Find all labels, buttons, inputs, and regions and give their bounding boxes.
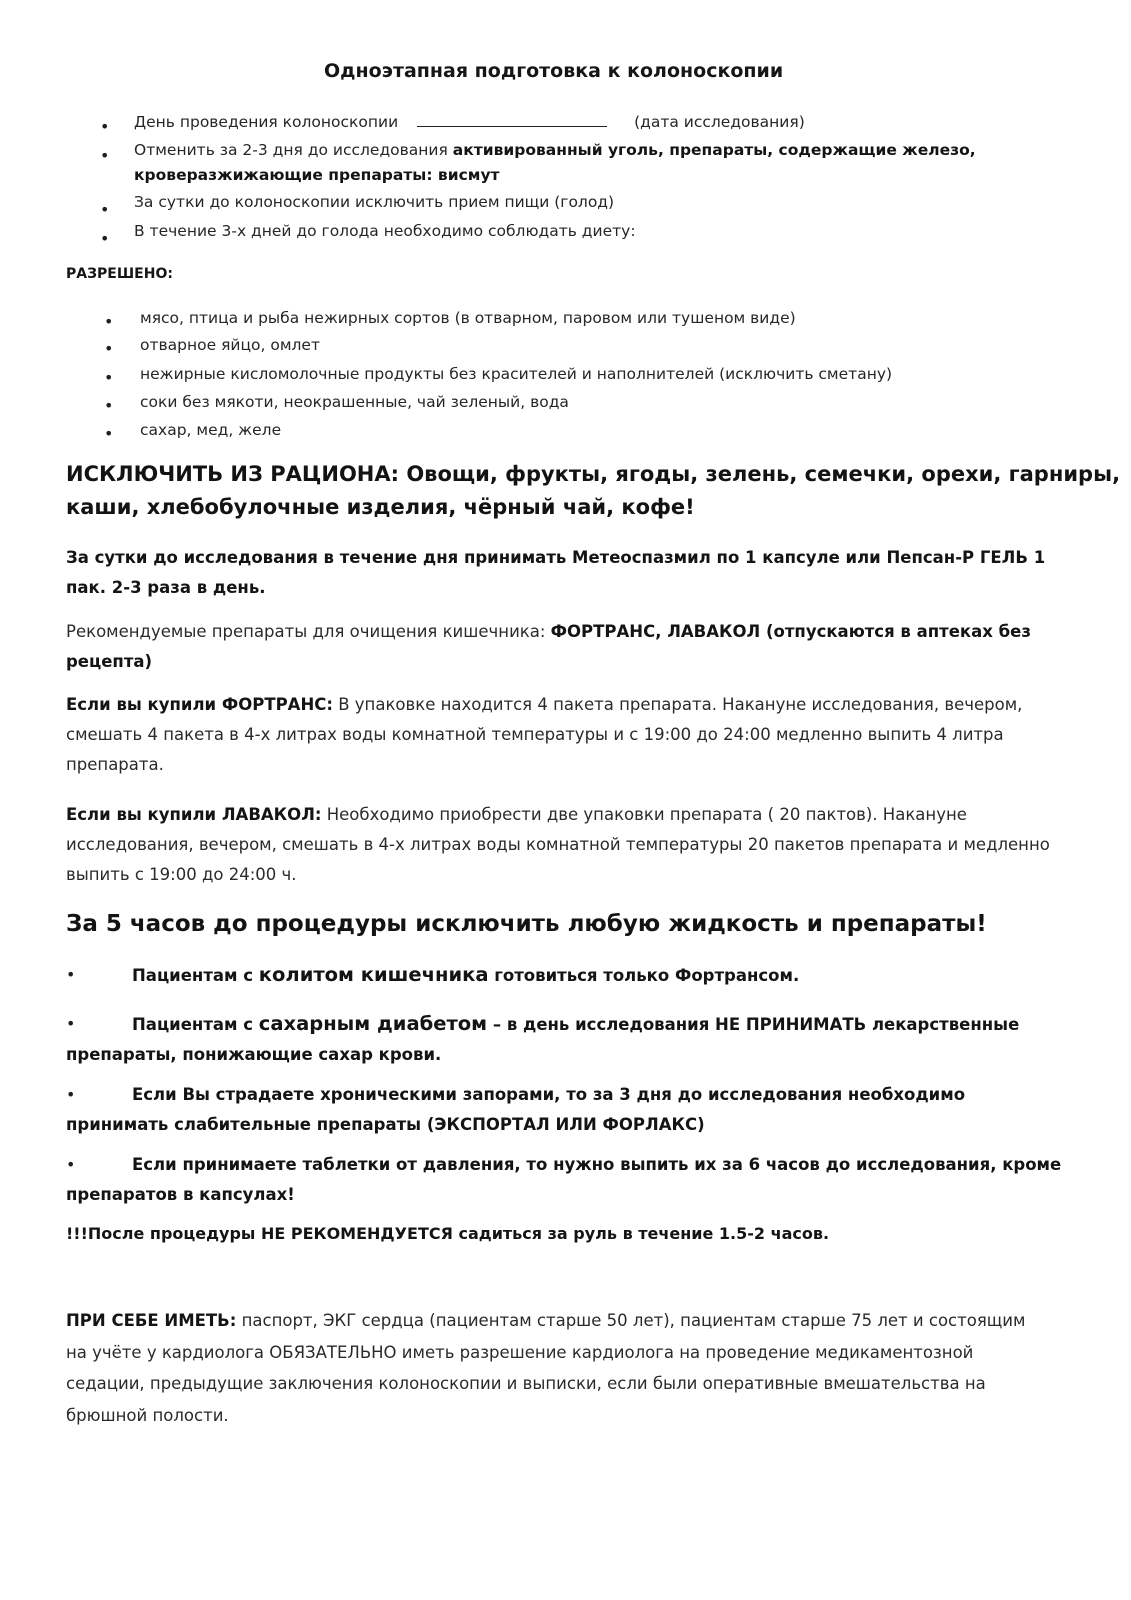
bullet-icon: •: [66, 1155, 76, 1174]
lavacol-bold: Если вы купили ЛАВАКОЛ:: [66, 805, 322, 824]
bring-bold: ПРИ СЕБЕ ИМЕТЬ:: [66, 1311, 237, 1330]
bullet-icon: •: [104, 424, 114, 443]
meteospasmil-paragraph: За сутки до исследования в течение дня принимать Метеоспазмил по 1 капсуле или Пепсан-Р ГЕЛЬ 1 пак. 2-3 раза в день.: [66, 548, 1046, 597]
lavacol-paragraph: [66, 800, 1066, 890]
bullet-icon: •: [100, 229, 110, 248]
bullet-icon: •: [104, 368, 114, 387]
allowed-heading: РАЗРЕШЕНО:: [66, 266, 173, 282]
allowed-item: нежирные кисломолочные продукты без красителей и наполнителей (исключить сметану): [140, 365, 893, 383]
page-title: Одноэтапная подготовка к колоноскопии: [324, 60, 784, 82]
diabetes-note: [66, 1009, 1066, 1070]
recommended-normal: Рекомендуемые препараты для очищения кишечника:: [66, 622, 551, 641]
bullet-icon: •: [104, 339, 114, 358]
colitis-note: [66, 960, 1066, 991]
allowed-item: отварное яйцо, омлет: [140, 336, 320, 354]
fortrans-text: В упаковке находится 4 пакета препарата. Накануне исследования, вечером, смешать 4 пакета в 4-х литрах воды комнатной температуры и с 19:00 до 24:00 медленно выпить 4 литра препарата.: [66, 695, 1023, 774]
allowed-item: мясо, птица и рыба нежирных сортов (в отварном, паровом или тушеном виде): [140, 309, 796, 327]
recommended-bold: ФОРТРАНС, ЛАВАКОЛ (отпускаются в аптеках без рецепта): [66, 622, 1031, 671]
bullet-icon: •: [100, 146, 110, 165]
recommended-paragraph: [66, 617, 1066, 677]
bullet-icon: •: [104, 396, 114, 415]
colitis-prefix: Пациентам с: [132, 966, 259, 985]
diabetes-highlight: сахарным диабетом: [258, 1012, 488, 1035]
pressure-note: Если принимаете таблетки от давления, то нужно выпить их за 6 часов до исследования, кроме препаратов в капсулах!: [66, 1155, 1062, 1204]
exclude-line-2: каши, хлебобулочные изделия, чёрный чай, кофе!: [66, 495, 695, 519]
bullet-icon: •: [100, 117, 110, 136]
bullet-icon: •: [66, 1085, 76, 1104]
bring-paragraph: [66, 1305, 1026, 1431]
cancel-medications-normal: Отменить за 2-3 дня до исследования: [134, 141, 453, 159]
fasting-line: За сутки до колоноскопии исключить прием пищи (голод): [134, 193, 615, 211]
five-hours-warning: За 5 часов до процедуры исключить любую жидкость и препараты!: [66, 911, 987, 937]
diabetes-prefix: Пациентам с: [132, 1015, 259, 1034]
after-procedure-warning: !!!После процедуры НЕ РЕКОМЕНДУЕТСЯ садиться за руль в течение 1.5-2 часов.: [66, 1224, 830, 1243]
diabetes-suffix: – в день исследования НЕ ПРИНИМАТЬ лекарственные препараты, понижающие сахар крови.: [66, 1015, 1020, 1064]
procedure-day-line: [134, 113, 805, 131]
colitis-suffix: готовиться только Фортрансом.: [488, 966, 800, 985]
diet-line: В течение 3-х дней до голода необходимо соблюдать диету:: [134, 222, 636, 240]
bullet-icon: •: [100, 200, 110, 219]
cancel-medications-line-2: кроверазжижающие препараты: висмут: [134, 166, 500, 184]
bullet-icon: •: [66, 965, 76, 984]
lavacol-text: Необходимо приобрести две упаковки препарата ( 20 пактов). Накануне исследования, вечером, смешать в 4-х литрах воды комнатной температуры 20 пакетов препарата и медленно выпить с 19:00 до 24:00 ч.: [66, 805, 1050, 884]
fortrans-paragraph: [66, 690, 1066, 780]
colitis-highlight: колитом кишечника: [258, 963, 489, 986]
procedure-day-label: День проведения колоноскопии: [134, 113, 399, 131]
cancel-medications-bold: активированный уголь, препараты, содержащие железо,: [452, 141, 976, 159]
fortrans-bold: Если вы купили ФОРТРАНС:: [66, 695, 333, 714]
allowed-item: сахар, мед, желе: [140, 421, 282, 439]
bullet-icon: •: [104, 312, 114, 331]
allowed-item: соки без мякоти, неокрашенные, чай зеленый, вода: [140, 393, 569, 411]
procedure-date-hint: (дата исследования): [634, 113, 805, 131]
bullet-icon: •: [66, 1014, 76, 1033]
exclude-line-1: ИСКЛЮЧИТЬ ИЗ РАЦИОНА: Овощи, фрукты, ягоды, зелень, семечки, орехи, гарниры,: [66, 462, 1121, 486]
cancel-medications-line-1: [134, 141, 976, 159]
constipation-note: Если Вы страдаете хроническими запорами, то за 3 дня до исследования необходимо принимать слабительные препараты (ЭКСПОРТАЛ ИЛИ ФОРЛАКС): [66, 1085, 966, 1134]
bring-text: паспорт, ЭКГ сердца (пациентам старше 50 лет), пациентам старше 75 лет и состоящим на учёте у кардиолога ОБЯЗАТЕЛЬНО иметь разрешение кардиолога на проведение медикаментозной седации, предыдущие заключения колоноскопии и выписки, если были оперативные вмешательства на брюшной полости.: [66, 1311, 1026, 1425]
date-blank-line: [417, 114, 607, 127]
